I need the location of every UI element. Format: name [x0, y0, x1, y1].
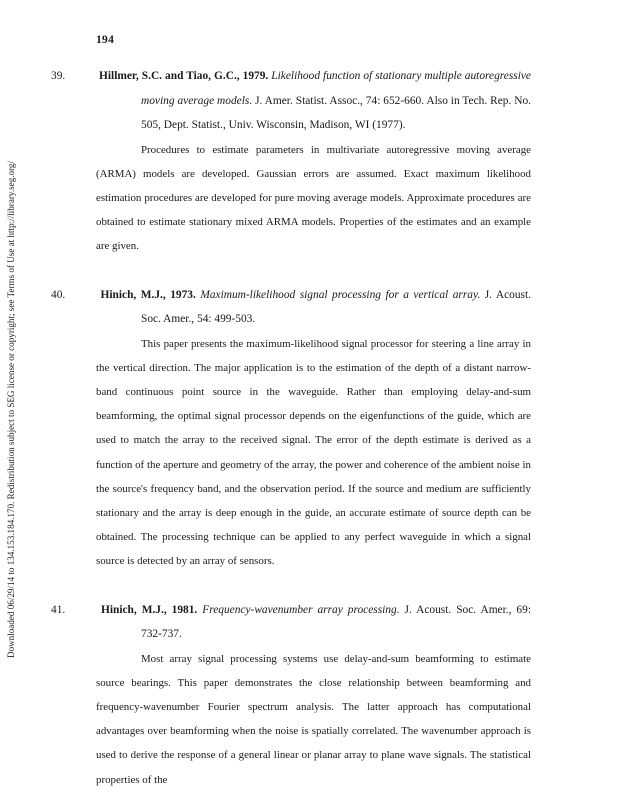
- entry-authors: Hinich, M.J., 1973.: [100, 288, 196, 301]
- reference-entry: [51, 283, 531, 574]
- citation: 39. Hillmer, S.C. and Tiao, G.C., 1979. Likelihood function of stationary multiple autoregressive moving average models. J. Amer. Statist. Assoc., 74: 652-660. Also in Tech. Rep. No. 505, Dept. Statist., Univ. Wisconsin, Madison, WI (1977).: [51, 70, 531, 131]
- entry-title: Likelihood function of stationary multiple autoregressive moving average models.: [141, 70, 531, 107]
- entry-source: J. Acoust. Soc. Amer., 54: 499-503.: [141, 288, 531, 326]
- download-notice: [6, 118, 18, 658]
- reference-entry: [51, 598, 531, 792]
- reference-list: [51, 64, 531, 792]
- reference-entry: [51, 64, 531, 259]
- entry-source: J. Amer. Statist. Assoc., 74: 652-660. Also in Tech. Rep. No. 505, Dept. Statist., Univ. Wisconsin, Madison, WI (1977).: [141, 94, 531, 131]
- entry-title: Frequency-wavenumber array processing.: [202, 603, 400, 616]
- entry-authors: Hinich, M.J., 1981.: [100, 603, 198, 616]
- entry-abstract: Most array signal processing systems use delay-and-sum beamforming to estimate source bearings. This paper demonstrates the close relationship between beamforming and frequency-wavenumber Fourier spectrum analysis. The latter approach has computational advantages over beamforming when the noise is spatially correlated. The wavenumber approach is used to derive the response of a general linear or planar array to plane wave signals. The statistical properties of the: [96, 652, 531, 786]
- entry-authors: Hillmer, S.C. and Tiao, G.C., 1979.: [99, 70, 269, 82]
- entry-abstract: Procedures to estimate parameters in multivariate autoregressive moving average (ARMA) models are developed. Gaussian errors are assumed. Exact maximum likelihood estimation procedures are developed for pure moving average models. Approximate procedures are obtained to estimate stationary mixed ARMA models. Properties of the estimates and an example are given.: [96, 143, 531, 253]
- citation: 40. Hinich, M.J., 1973. Maximum-likelihood signal processing for a vertical array. J. Acoust. Soc. Amer., 54: 499-503.: [51, 288, 531, 326]
- citation: 41. Hinich, M.J., 1981. Frequency-wavenumber array processing. J. Acoust. Soc. Amer., 69: 732-737.: [51, 603, 531, 641]
- entry-source: J. Acoust. Soc. Amer., 69: 732-737.: [141, 603, 531, 641]
- download-notice-text: Downloaded 06/29/14 to 134.153.184.170. Redistribution subject to SEG license or copyright; see Terms of Use at http://library.seg.org/: [6, 160, 16, 658]
- entry-title: Maximum-likelihood signal processing for a vertical array.: [200, 288, 481, 301]
- entry-abstract: This paper presents the maximum-likelihood signal processor for steering a line array in the vertical direction. The major application is to the estimation of the depth of a distant narrow-band continuous point source in the waveguide. Rather than employing delay-and-sum beamforming, the optimal signal processor depends on the eigenfunctions of the guide, which are used to match the array to the received signal. The error of the depth estimate is derived as a function of the aperture and geometry of the array, the power and coherence of the ambient noise in the source's frequency band, and the observation period. If the source and medium are sufficiently stationary and the array is deep enough in the guide, an accurate estimate of source depth can be obtained. The processing technique can be applied to any perfect waveguide in which a signal source is detected by an array of sensors.: [96, 337, 531, 568]
- page-number: 194: [96, 34, 115, 46]
